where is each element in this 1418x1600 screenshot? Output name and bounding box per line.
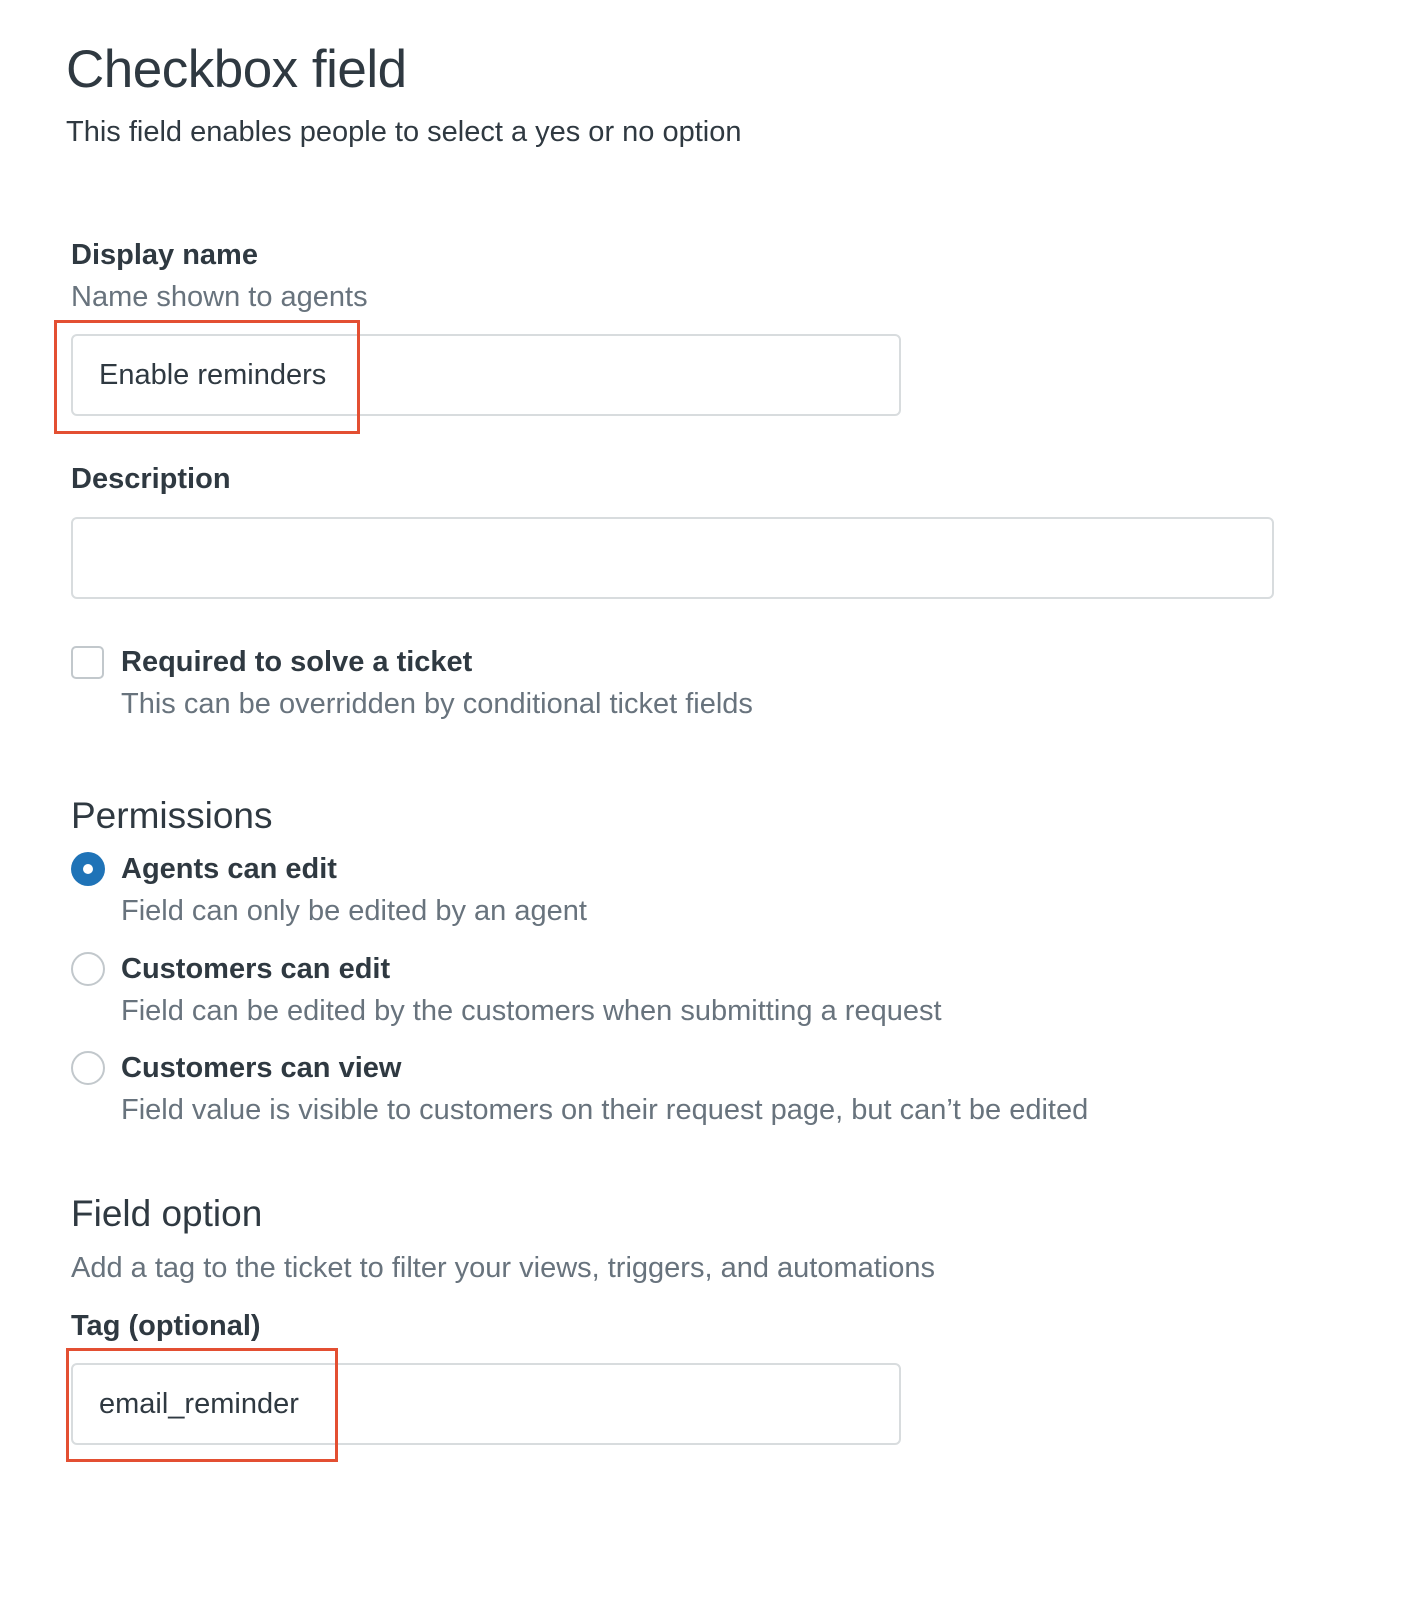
permission-option-hint: Field can be edited by the customers when submitting a request [121,995,942,1027]
radio-customers-can-edit[interactable] [71,952,105,986]
radio-customers-can-view[interactable] [71,1051,105,1085]
field-option-title: Field option [71,1193,263,1234]
required-hint: This can be overridden by conditional ticket fields [121,688,753,720]
page-subtitle: This field enables people to select a yes or no option [66,116,742,148]
tag-label: Tag (optional) [71,1310,261,1342]
permission-option-label: Customers can edit [121,953,391,985]
required-checkbox[interactable] [71,646,104,679]
page-title: Checkbox field [66,40,407,99]
display-name-label: Display name [71,239,258,271]
display-name-input[interactable] [71,334,901,416]
display-name-hint: Name shown to agents [71,281,368,313]
permission-option-label: Agents can edit [121,853,337,885]
permission-option-hint: Field value is visible to customers on their request page, but can’t be edited [121,1094,1089,1126]
description-label: Description [71,463,231,495]
permissions-title: Permissions [71,795,273,836]
required-label: Required to solve a ticket [121,646,473,678]
tag-input[interactable] [71,1363,901,1445]
permission-option-hint: Field can only be edited by an agent [121,895,587,927]
radio-agents-can-edit[interactable] [71,852,105,886]
permission-option-label: Customers can view [121,1052,402,1084]
description-input[interactable] [71,517,1274,599]
field-option-hint: Add a tag to the ticket to filter your views, triggers, and automations [71,1252,935,1284]
